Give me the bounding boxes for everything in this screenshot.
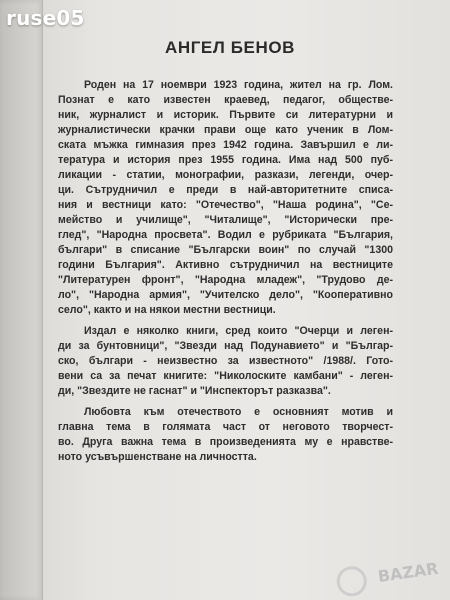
paragraph xyxy=(58,405,393,465)
text-line: ния и вестници като: "Отечество", "Наша родина", "Се- xyxy=(58,199,393,211)
paragraph xyxy=(58,78,393,318)
text-line: ди, "Звездите не гаснат" и "Инспекторът разказва". xyxy=(58,385,331,397)
text-line: тература и история през 1955 година. Има над 500 пуб- xyxy=(58,154,393,166)
text-line: журналистически крачки прави още като ученик в Лом- xyxy=(58,124,393,136)
text-line: вени са за печат книгите: "Николоските камбани" - леген- xyxy=(58,370,393,382)
text-line: глед", "Народна просвета". Водил е рубриката "България, xyxy=(58,229,393,241)
text-line: село", както и на някои местни вестници. xyxy=(58,304,276,316)
text-line: Познат е като известен краевед, педагог, обществе- xyxy=(58,94,393,106)
watermark-logo-icon xyxy=(334,564,368,598)
text-line: Роден на 17 ноември 1923 година, жител на гр. Лом. xyxy=(84,79,393,91)
text-line: ско, българи - неизвестно за известното" /1988/. Гото- xyxy=(58,355,393,367)
text-line: ди за бунтовници", "Звезди над Подунавието" и "Българ- xyxy=(58,340,393,352)
text-line: ци. Сътрудничил е преди в най-авторитетните списа- xyxy=(58,184,393,196)
text-line: българи" в списание "Български воин" по случай "1300 xyxy=(58,244,393,256)
document-title: АНГЕЛ БЕНОВ xyxy=(164,38,296,57)
biography-text xyxy=(58,78,393,465)
text-line: години България". Активно сътрудничил на вестниците xyxy=(58,259,393,271)
text-line: мейство и училище", "Читалище", "Исторически пре- xyxy=(58,214,393,226)
watermark-text: BAZAR xyxy=(376,558,440,587)
text-line: Любовта към отечеството е основният мотив и xyxy=(84,406,393,418)
text-line: ло", "Народна армия", "Учителско дело", "Кооперативно xyxy=(58,289,393,301)
text-line: ликации - статии, монографии, разкази, легенди, очер- xyxy=(58,169,393,181)
paragraph xyxy=(58,324,393,399)
text-line: ската мъжка гимназия през 1942 година. Завършил е ли- xyxy=(58,139,393,151)
text-line: во. Друга важна тема в произведенията му е нравстве- xyxy=(58,436,393,448)
left-page-edge xyxy=(0,0,43,600)
text-line: Издал е няколко книги, сред които "Очерци и леген- xyxy=(84,325,393,337)
text-line: ното усъвършенстване на личността. xyxy=(58,451,257,463)
text-line: главна тема в голямата част от неговото творчест- xyxy=(58,421,393,433)
watermark-top-left: ruse05 xyxy=(6,6,85,30)
text-line: ник, журналист и историк. Първите си литературни и xyxy=(58,109,393,121)
text-line: "Литературен фронт", "Народна младеж", "Трудово де- xyxy=(58,274,393,286)
